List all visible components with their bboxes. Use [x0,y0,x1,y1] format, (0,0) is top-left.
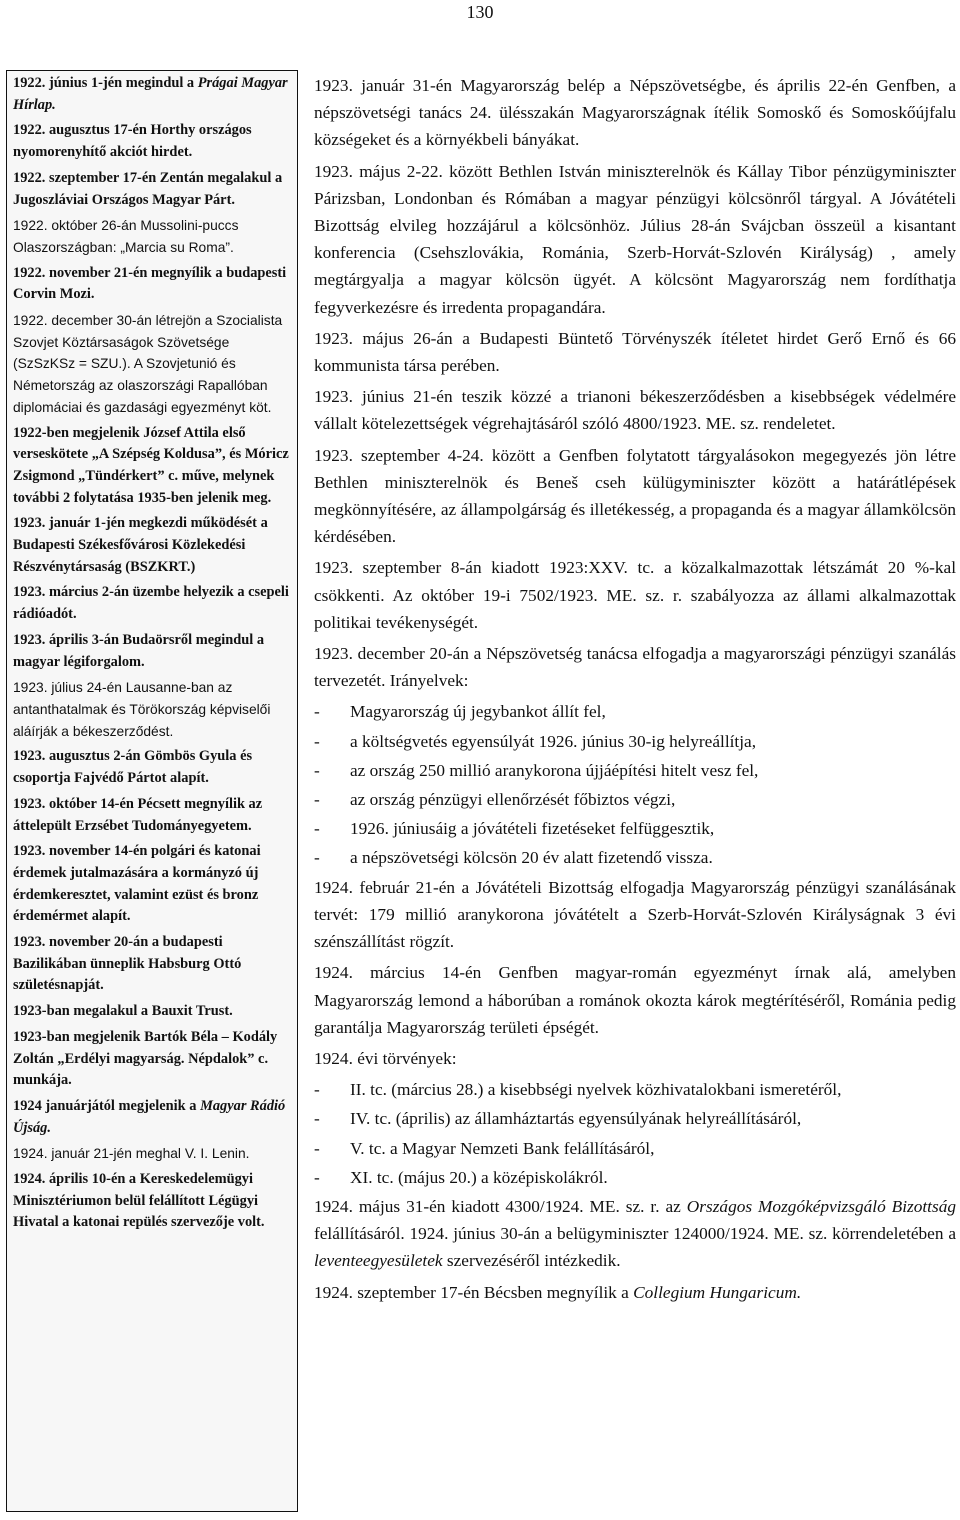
sidebar-entry: 1922. augusztus 17-én Horthy országos nyomorenyhítő akciót hirdet. [13,122,252,161]
list-item [314,1105,956,1132]
laws-list [314,1076,956,1191]
italic-text: Collegium Hungaricum. [633,1282,802,1302]
sidebar-entry: 1922. szeptember 17-én Zentán megalakul a Jugoszláviai Országos Magyar Párt. [13,169,283,208]
sidebar-entry: 1923. november 14-én polgári és katonai érdemek jutalmazására a kormányzó új érdemkeresztet, valamint ezüst és bronz érdemérmet alapít. [13,843,261,925]
list-item-text: V. tc. a Magyar Nemzeti Bank felállításáról, [350,1138,655,1158]
sidebar-entry: 1924. április 10-én a Kereskedelemügyi Minisztériumon belül felállított Légügyi Hivatal a katonai repülés szervezője volt. [13,1171,265,1231]
sidebar-entry: 1922. december 30-án létrejön a Szocialista Szovjet Köztársaságok Szövetsége (SzSzKSz = SZU.). A Szovjetunió és Németország az olaszországi Rapallóban diplomáciai és gazdasági egyezményt köt. [13,313,283,415]
paragraph: 1923. december 20-án a Népszövetség tanácsa elfogadja a magyarországi pénzügyi szanálás tervezetét. Irányelvek: [314,644,956,691]
sidebar-entry: 1922. november 21-én megnyílik a budapesti Corvin Mozi. [13,264,287,303]
sidebar-entry: 1923. november 20-án a budapesti Bazilikában ünneplik Habsburg Ottó születésnapját. [13,934,242,994]
paragraph: 1923. január 31-én Magyarország belép a Népszövetségbe, és április 22-én Genfben, a népszövetségi tanács 24. ülésszakán Magyarországnak ítélik Somoskő és Somoskőújfalu községeket és a környékbeli bányákat. [314,76,956,150]
sidebar-box [6,70,298,1512]
sidebar-entry: 1923-ban megjelenik Bartók Béla – Kodály Zoltán „Erdélyi magyarság. Népdalok” c. munkája. [13,1028,278,1089]
paragraph: 1923. június 21-én teszik közzé a trianoni békeszerződésben a kisebbségek védelmére vállalt kötelezettségek végrehajtásáról szóló 4800/1923. ME. sz. rendeletet. [314,387,956,434]
italic-title: Magyar Rádió Újság. [13,1097,286,1136]
sidebar-entry: 1922-ben megjelenik József Attila első verseskötete „A Szépség Koldusa”, és Móricz Zsigmond „Tündérkert” c. műve, melynek további 2 folytatása 1935-ben jelenik meg. [13,424,289,506]
italic-text: leventeegyesületek [314,1251,443,1271]
list-item-text: II. tc. (március 28.) a kisebbségi nyelvek közhivatalokbani ismeretéről, [350,1080,842,1100]
italic-text: Országos Mozgóképvizsgáló Bizottság [686,1196,956,1216]
sidebar-entry: 1923-ban megalakul a Bauxit Trust. [13,1003,233,1020]
dash-bullet: - [314,1138,320,1158]
list-item [314,815,956,842]
text-run: 1924. május 31-én kiadott 4300/1924. ME. sz. r. az [314,1196,687,1216]
paragraph [314,1193,956,1275]
list-item-text: XI. tc. (május 20.) a középiskolákról. [350,1167,608,1187]
dash-bullet: - [314,1109,320,1129]
dash-bullet: - [314,760,320,780]
dash-bullet: - [314,790,320,810]
list-item [314,698,956,725]
paragraph: 1923. szeptember 4-24. között a Genfben folytatott tárgyalásokon megegyezés jön létre Bethlen miniszterelnök és Beneš cseh külügyminiszter között a határátlépések megkönnyítésére, az állampolgárság és illetékesség, a propaganda és a magyar államkölcsön kérdésében. [314,445,956,547]
paragraph [314,1279,956,1306]
paragraph: 1924. évi törvények: [314,1048,457,1068]
sidebar-entry: 1922. október 26-án Mussolini-puccs Olaszországban: „Marcia su Roma”. [13,218,239,255]
list-item [314,1135,956,1162]
page-number: 130 [466,2,494,22]
paragraph: 1923. szeptember 8-án kiadott 1923:XXV. tc. a közalkalmazottak létszámát 20 %-kal csökkenti. Az október 19-i 7502/1923. ME. sz. r. szabályozza az állami alkalmazottak politikai tevékenységét. [314,558,956,632]
dash-bullet: - [314,731,320,751]
list-item-text: Magyarország új jegybankot állít fel, [350,702,606,722]
sidebar-entry: 1922. június 1-jén megindul a Prágai Magyar Hírlap. [13,75,288,113]
paragraph: 1923. május 2-22. között Bethlen István miniszterelnök és Kállay Tibor pénzügyminiszter Párizsban, Londonban és Rómában a magyar pénzügyi kölcsönről tárgyal. A Jóvátételi Bizottság elvileg hozzájárul a kölcsönhöz. Július 28-án Svájcban összeül a kisantant konferencia (Csehszlovákia, Románia, Szerb-Horvát-Szlovén Királyság) , amely megtárgyalja a magyar kölcsön ügyét. A kölcsönt Magyarország nem fordíthatja fegyverkezésre és irredenta propagandára. [314,161,956,317]
dash-bullet: - [314,1167,320,1187]
paragraph: 1924. február 21-én a Jóvátételi Bizottság elfogadja Magyarország pénzügyi szanálásának tervét: 179 millió aranykorona jóvátételt a Szerb-Horvát-Szlovén Királyságnak 3 évi szénszállítást rögzít. [314,877,956,952]
sidebar-entry: 1923. január 1-jén megkezdi működését a Budapesti Székesfővárosi Közlekedési Részvénytársaság (BSZKRT.) [13,515,268,575]
italic-title: Prágai Magyar Hírlap. [13,75,288,113]
sidebar-entry: 1923. július 24-én Lausanne-ban az antanthatalmak és Törökország képviselői aláírják a békeszerződést. [13,680,271,739]
list-item [314,757,956,784]
list-item-text: az ország pénzügyi ellenőrzését főbiztos végzi, [350,790,676,810]
paragraph: 1923. május 26-án a Budapesti Büntető Törvényszék ítéletet hirdet Gerő Ernő és 66 kommunista társa perében. [314,328,956,376]
guidelines-list [314,698,956,871]
sidebar-entry: 1923. október 14-én Pécsett megnyílik az áttelepült Erzsébet Tudományegyetem. [13,795,263,834]
dash-bullet: - [314,819,320,839]
sidebar-entry: 1923. április 3-án Budaörsről megindul a magyar légiforgalom. [13,631,265,670]
list-item [314,1076,956,1103]
list-item [314,728,956,755]
main-column [314,72,956,1310]
sidebar-entry: 1924. január 21-jén meghal V. I. Lenin. [13,1146,250,1162]
text-run: felállításáról. 1924. június 30-án a belügyminiszter 124000/1924. ME. sz. körrendeletében a [314,1224,956,1244]
text-run: szervezéséről intézkedik. [442,1251,621,1271]
list-item [314,786,956,813]
dash-bullet: - [314,1080,320,1100]
list-item [314,844,956,871]
list-item-text: az ország 250 millió aranykorona újjáépítési hitelt vesz fel, [350,760,759,780]
list-item-text: 1926. júniusáig a jóvátételi fizetéseket felfüggesztik, [350,819,715,839]
list-item-text: a költségvetés egyensúlyát 1926. június 30-ig helyreállítja, [350,731,757,751]
list-item-text: a népszövetségi kölcsön 20 év alatt fizetendő vissza. [350,848,713,868]
dash-bullet: - [314,702,320,722]
text-run: 1924. szeptember 17-én Bécsben megnyílik a [314,1282,634,1302]
sidebar-entry: 1923. március 2-án üzembe helyezik a csepeli rádióadót. [13,584,289,623]
sidebar-entry: 1923. augusztus 2-án Gömbös Gyula és csoportja Fajvédő Pártot alapít. [13,748,253,787]
paragraph: 1924. március 14-én Genfben magyar-román egyezményt írnak alá, amelyben Magyarország lemond a háborúban a románok okozta károk megtérítéséről, Románia pedig garantálja Magyarország területi épségét. [314,963,956,1037]
list-item-text: IV. tc. (április) az államháztartás egyensúlyának helyreállításáról, [350,1109,802,1129]
list-item [314,1164,956,1191]
sidebar-entry: 1924 januárjától megjelenik a Magyar Rádió Újság. [13,1097,286,1136]
dash-bullet: - [314,848,320,868]
